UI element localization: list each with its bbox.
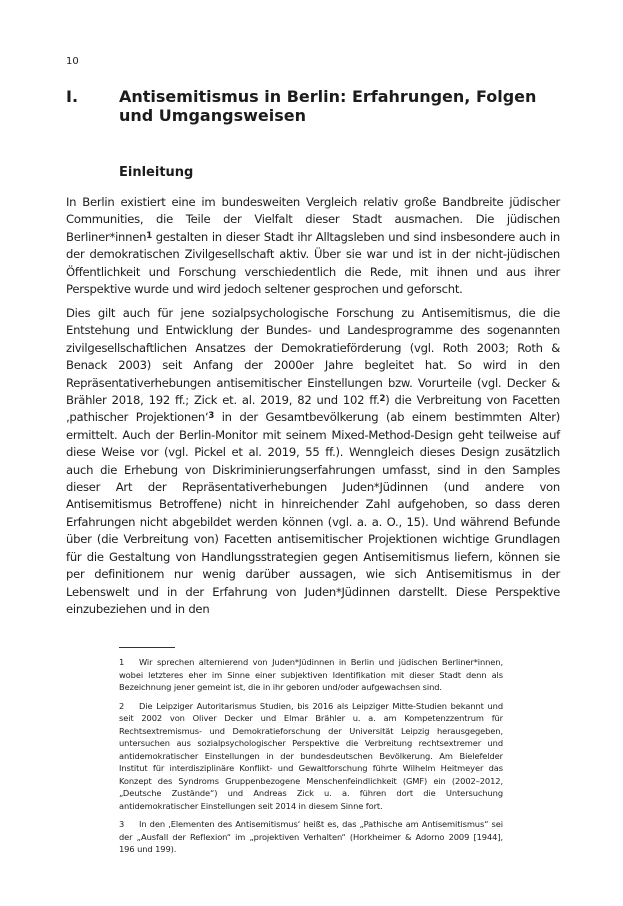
footnote-ref: 2	[379, 394, 386, 405]
footnote-number: 1	[119, 657, 125, 667]
footnote	[119, 700, 503, 813]
paragraph-text: in der Gesamtbevölkerung (ab einem bestimmten Alter) ermittelt. Auch der Berlin-Monitor mit seinem Mixed-Method-Design geht teilweise auf diese Weise vor (vgl. Pickel et al. 2019, 55 ff.). Wenngleich dieses Design zusätzlich auch die Erhebung von Diskriminierungserfahrungen umfasst, sind in den Samples dieser Art der Repräsentativerhebungen Juden*Jüdinnen (und andere von Antisemitismus Betroffene) nicht in hinreichender Zahl aufgehoben, so dass deren Erfahrungen nicht abgebildet werden können (vgl. a. a. O., 15). Und während Befunde über (die Verbreitung von) Facetten antisemitischer Projektionen wichtige Grundlagen für die Gestaltung von Handlungsstrategien gegen Antisemitismus liefern, können sie per definitionem nur wenig darüber aussagen, wie sich Antisemitismus in der Lebenswelt und in der Erfahrung von Juden*Jüdinnen darstellt. Diese Perspektive einzubeziehen und in den	[66, 410, 560, 616]
section-title: Einleitung	[119, 165, 194, 180]
footnote-ref: 1	[146, 230, 152, 241]
footnote-text: Die Leipziger Autoritarismus Studien, bis 2016 als Leipziger Mitte-Studien bekannt und seit 2002 von Oliver Decker und Elmar Brähler u. a. am Kompetenzzentrum für Rechtsextremismus- und Demokratieforschung der Universität Leipzig herausgegeben, untersuchen aus sozialpsychologischer Perspektive die Verbreitung rechtsextremer und antidemokratischer Einstellungen in der bundesdeutschen Bevölkerung. Am Bielefelder Institut für interdisziplinäre Konflikt- und Gewaltforschung führte Wilhelm Heitmeyer das Konzept des Syndroms Gruppenbezogene Menschenfeindlichkeit (GMF) ein (2002–2012, „Deutsche Zustände“) und Andreas Zick u. a. führen dort die Untersuchung antidemokratischer Einstellungen seit 2014 in diesem Sinne fort.	[119, 700, 503, 811]
chapter-title: Antisemitismus in Berlin: Erfahrungen, Folgen und Umgangsweisen	[119, 87, 537, 125]
paragraph-text: In Berlin existiert eine im bundesweiten Vergleich relativ große Bandbreite jüdischer Communities, die Teile der Vielfalt dieser Stadt ausmachen. Die jüdischen Berliner*innen	[66, 195, 560, 244]
footnote-text: In den ‚Elementen des Antisemitismus‘ heißt es, das „Pathische am Antisemitismus“ sei der „Ausfall der Reflexion“ im „projektiven Verhalten“ (Horkheimer & Adorno 2009 [1944], 196 und 199).	[119, 819, 503, 854]
body-paragraph	[66, 194, 560, 298]
paragraph-text: ) die Verbreitung von Facetten ‚pathischer Projektionen‘	[66, 393, 560, 425]
paragraph-text: gestalten in dieser Stadt ihr Alltagsleben und sind insbesondere auch in der demokratischen Zivilgesellschaft aktiv. Über sie war und ist in der nicht-jüdischen Öffentlichkeit und Forschung verschiedentlich die Rede, mit ihnen und aus ihrer Perspektive wurde und wird jedoch seltener gesprochen und geforscht.	[66, 229, 560, 297]
footnote-number: 3	[119, 819, 125, 829]
chapter-number: I.	[66, 87, 79, 106]
footnote	[119, 656, 503, 694]
footnote-number: 2	[119, 700, 125, 711]
footnote-ref: 3	[208, 411, 215, 422]
footnote-divider	[119, 647, 175, 648]
body-paragraph	[66, 305, 560, 618]
footnotes	[119, 656, 503, 862]
paragraph-text: Dies gilt auch für jene sozialpsychologische Forschung zu Antisemitismus, die die Entstehung und Entwicklung der Bundes- und Landesprogramme des sogenannten zivilgesellschaftlichen Ansatzes der Demokratieförderung (vgl. Roth 2003; Roth & Benack 2003) seit Anfang der 2000er Jahre begleitet hat. So wird in den Repräsentativerhebungen antisemitischer Einstellungen bzw. Vorurteile (vgl. Decker & Brähler 2018, 192 ff.; Zick et. al. 2019, 82 und 102 ff.	[66, 306, 560, 408]
page-number: 10	[66, 56, 79, 67]
footnote-text: Wir sprechen alternierend von Juden*Jüdinnen in Berlin und jüdischen Berliner*innen, wobei letzteres eher im Sinne einer subjektiven Identifikation mit dieser Stadt denn als Bezeichnung jener gemeint ist, die in ihr geboren und/oder aufgewachsen sind.	[119, 657, 503, 692]
footnote	[119, 818, 503, 856]
